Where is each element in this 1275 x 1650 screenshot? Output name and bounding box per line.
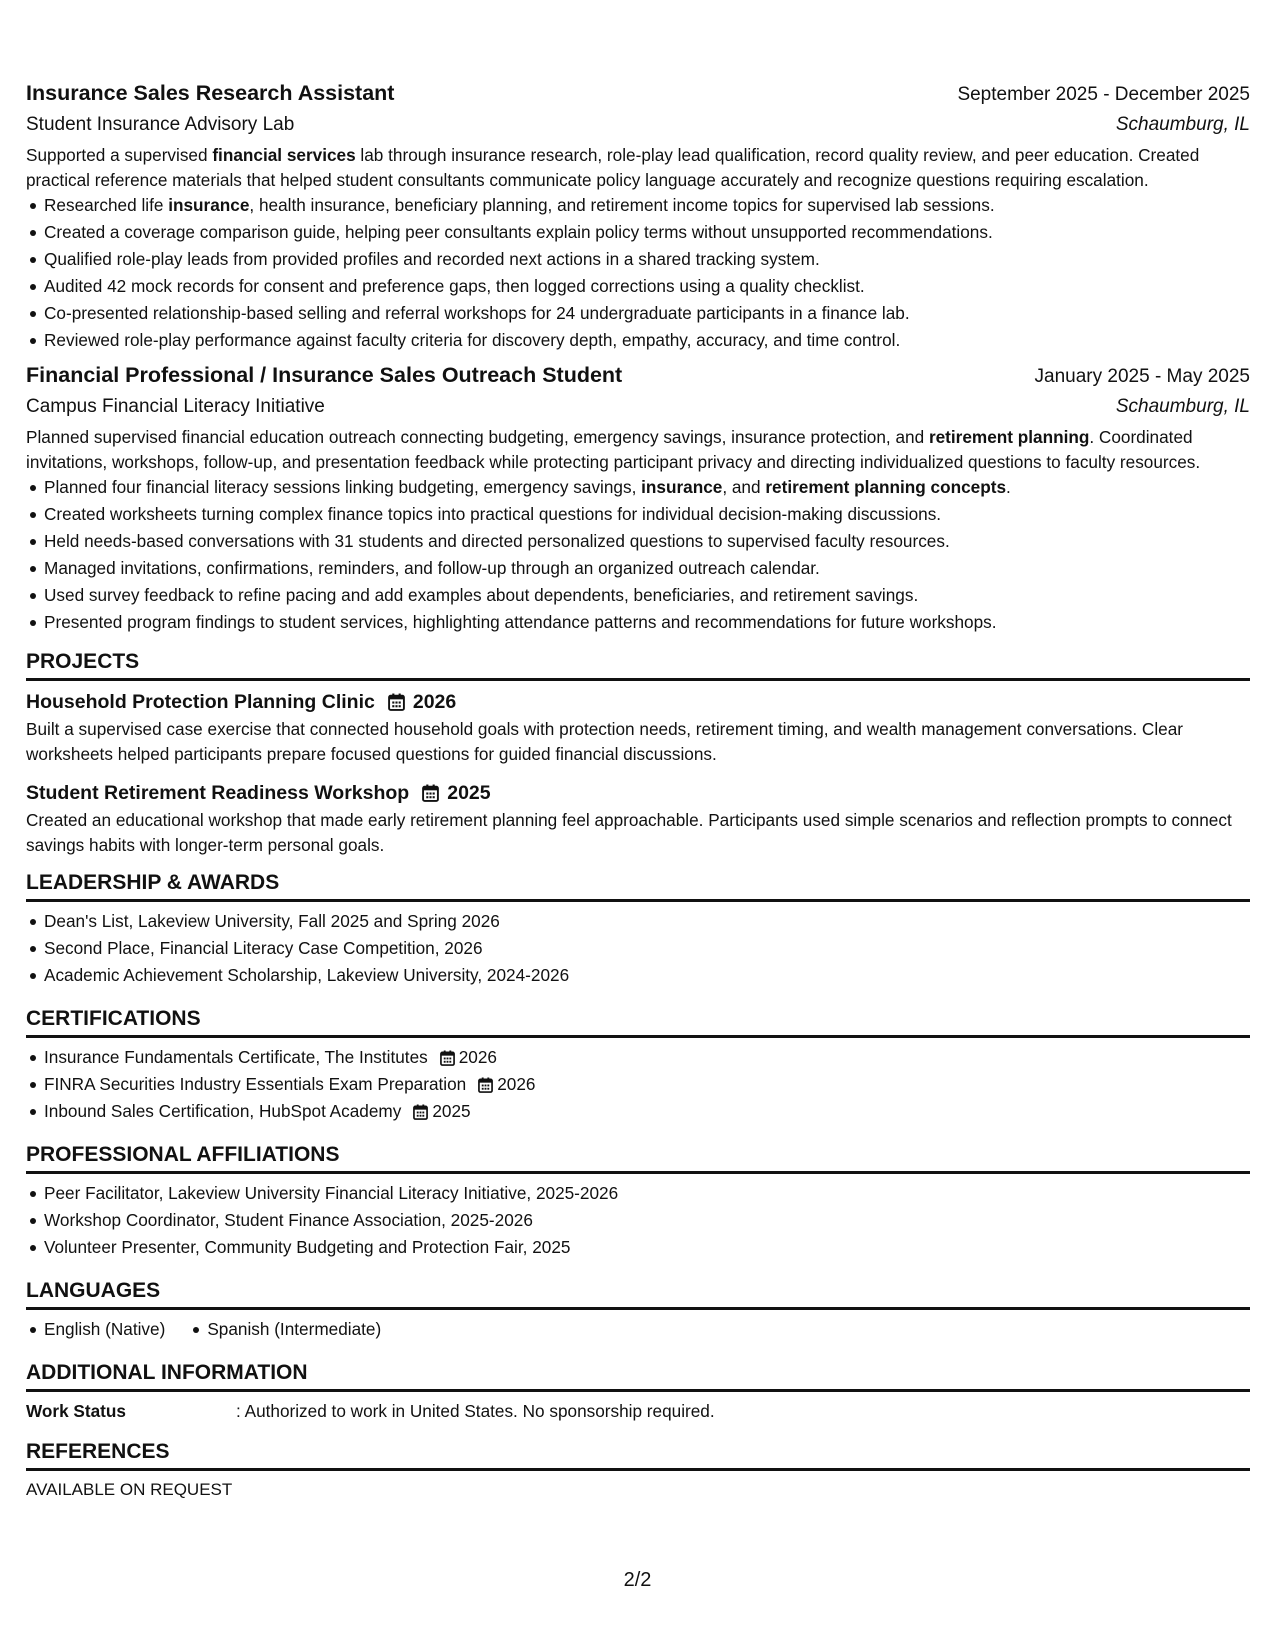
- certification-name: Insurance Fundamentals Certificate, The Institutes: [44, 1047, 428, 1067]
- section-heading-leadership-awards: LEADERSHIP & AWARDS: [26, 869, 1250, 902]
- job-organization: Student Insurance Advisory Lab: [26, 114, 295, 135]
- list-item: Co-presented relationship-based selling and referral workshops for 24 undergraduate participants in a finance lab.: [44, 300, 1250, 327]
- section-heading-affiliations: PROFESSIONAL AFFILIATIONS: [26, 1141, 1250, 1174]
- list-item: Dean's List, Lakeview University, Fall 2025 and Spring 2026: [44, 908, 1250, 935]
- resume-page: [26, 78, 1250, 1503]
- project-year: 2025: [447, 782, 491, 804]
- certification-year: 2026: [497, 1074, 536, 1094]
- affiliations-list: [26, 1180, 1250, 1261]
- list-item: Used survey feedback to refine pacing and add examples about dependents, beneficiaries, and retirement savings.: [44, 582, 1250, 609]
- list-item: Created a coverage comparison guide, helping peer consultants explain policy terms without unsupported recommendations.: [44, 219, 1250, 246]
- page-number: 2/2: [623, 1569, 652, 1591]
- section-heading-projects: PROJECTS: [26, 648, 1250, 681]
- calendar-icon: [422, 784, 439, 802]
- job-organization: Campus Financial Literacy Initiative: [26, 396, 325, 417]
- calendar-icon: [413, 1104, 428, 1120]
- project-description: Created an educational workshop that made early retirement planning feel approachable. Participants used simple scenarios and reflection prompts to connect savings habits with longer-term personal goals.: [26, 810, 1232, 855]
- section-heading-additional-info: ADDITIONAL INFORMATION: [26, 1359, 1250, 1392]
- list-item: Peer Facilitator, Lakeview University Financial Literacy Initiative, 2025-2026: [44, 1180, 1250, 1207]
- project-entry: [26, 778, 1250, 857]
- job-bullets: [26, 474, 1250, 636]
- list-item: English (Native): [44, 1316, 165, 1343]
- project-year: 2026: [412, 691, 457, 713]
- list-item: Spanish (Intermediate): [207, 1316, 381, 1343]
- project-entry: [26, 687, 1250, 766]
- job-title: Insurance Sales Research Assistant: [26, 81, 395, 105]
- project-description: Built a supervised case exercise that connected household goals with protection needs, retirement timing, and wealth management conversations. Clear worksheets helped participants prepare focused questions for guided financial discussions.: [26, 719, 1183, 764]
- certification-year: 2025: [432, 1101, 471, 1121]
- job-bullets: [26, 192, 1250, 354]
- experience-entry: [26, 360, 1250, 636]
- leadership-list: [26, 908, 1250, 989]
- list-item: Second Place, Financial Literacy Case Competition, 2026: [44, 935, 1250, 962]
- list-item: Presented program findings to student services, highlighting attendance patterns and recommendations for future workshops.: [44, 609, 1250, 636]
- certification-name: Inbound Sales Certification, HubSpot Academy: [44, 1101, 402, 1121]
- list-item: Researched life insurance, health insurance, beneficiary planning, and retirement income topics for supervised lab sessions.: [44, 192, 1250, 219]
- list-item: [44, 1098, 1250, 1125]
- calendar-icon: [478, 1077, 493, 1093]
- job-location: Schaumburg, IL: [1115, 396, 1250, 417]
- list-item: Workshop Coordinator, Student Finance Association, 2025-2026: [44, 1207, 1250, 1234]
- work-status-value: : Authorized to work in United States. No sponsorship required.: [236, 1401, 715, 1421]
- list-item: Held needs-based conversations with 31 students and directed personalized questions to supervised faculty resources.: [44, 528, 1250, 555]
- work-status-label: Work Status: [26, 1401, 126, 1421]
- project-title: Household Protection Planning Clinic: [26, 691, 375, 713]
- certification-year: 2026: [458, 1047, 497, 1067]
- list-item: Managed invitations, confirmations, reminders, and follow-up through an organized outreach calendar.: [44, 555, 1250, 582]
- section-heading-references: REFERENCES: [26, 1438, 1250, 1471]
- languages-list: [26, 1316, 1250, 1343]
- job-dates: September 2025 - December 2025: [957, 84, 1250, 105]
- list-item: Volunteer Presenter, Community Budgeting and Protection Fair, 2025: [44, 1234, 1250, 1261]
- list-item: Created worksheets turning complex finance topics into practical questions for individual decision-making discussions.: [44, 501, 1250, 528]
- calendar-icon: [388, 693, 405, 711]
- list-item: [44, 1044, 1250, 1071]
- list-item: Audited 42 mock records for consent and preference gaps, then logged corrections using a quality checklist.: [44, 273, 1250, 300]
- work-status-row: [26, 1398, 1250, 1424]
- list-item: Planned four financial literacy sessions linking budgeting, emergency savings, insurance, and retirement planning concepts.: [44, 474, 1250, 501]
- job-location: Schaumburg, IL: [1115, 114, 1250, 135]
- list-item: Qualified role-play leads from provided profiles and recorded next actions in a shared tracking system.: [44, 246, 1250, 273]
- section-heading-certifications: CERTIFICATIONS: [26, 1005, 1250, 1038]
- job-dates: January 2025 - May 2025: [1034, 366, 1250, 387]
- job-title: Financial Professional / Insurance Sales Outreach Student: [26, 363, 623, 387]
- list-item: Reviewed role-play performance against faculty criteria for discovery depth, empathy, accuracy, and time control.: [44, 327, 1250, 354]
- job-summary: Planned supervised financial education outreach connecting budgeting, emergency savings, insurance protection, and retirement planning. Coordinated invitations, workshops, follow-up, and presentation feedback while protecting participant privacy and directing individualized questions to faculty resources.: [26, 427, 1201, 472]
- list-item: [44, 1071, 1250, 1098]
- calendar-icon: [440, 1050, 455, 1066]
- experience-entry: [26, 78, 1250, 354]
- certifications-list: [26, 1044, 1250, 1125]
- references-text: AVAILABLE ON REQUEST: [26, 1480, 233, 1499]
- certification-name: FINRA Securities Industry Essentials Exam Preparation: [44, 1074, 467, 1094]
- list-item: Academic Achievement Scholarship, Lakeview University, 2024-2026: [44, 962, 1250, 989]
- job-summary: Supported a supervised financial services lab through insurance research, role-play lead qualification, record quality review, and peer education. Created practical reference materials that helped student consultants communicate policy language accurately and recognize questions requiring escalation.: [26, 145, 1200, 190]
- project-title: Student Retirement Readiness Workshop: [26, 782, 410, 804]
- section-heading-languages: LANGUAGES: [26, 1277, 1250, 1310]
